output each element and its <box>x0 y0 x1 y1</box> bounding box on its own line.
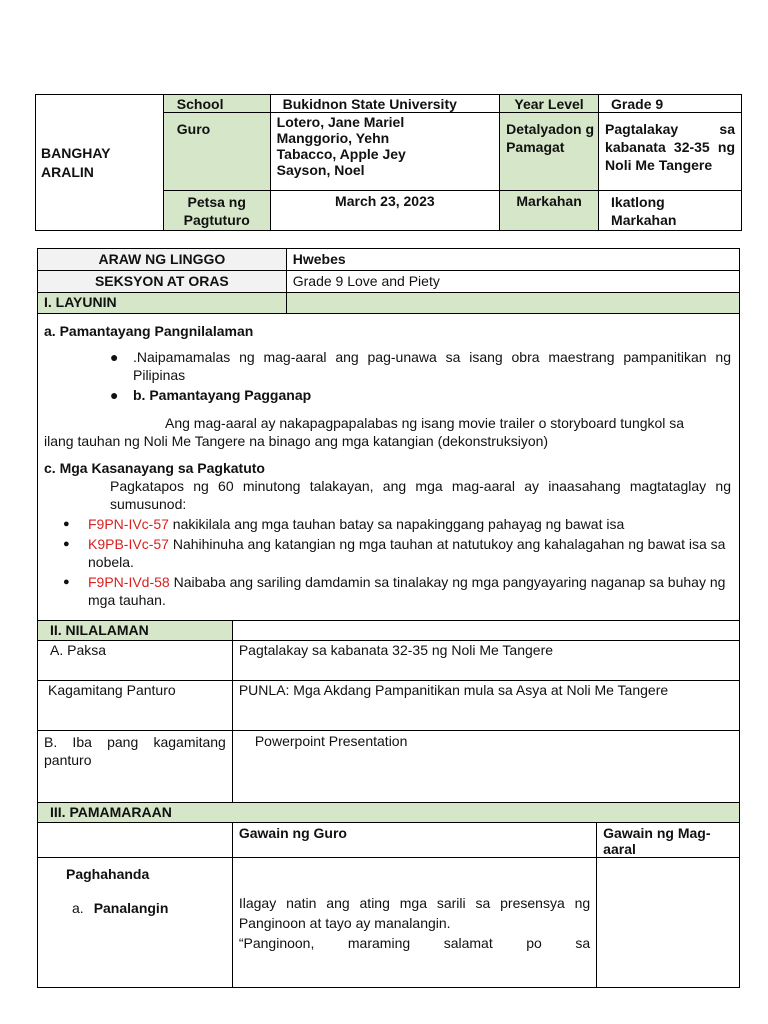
paghahanda-cell <box>38 858 233 988</box>
araw-value: Hwebes <box>286 249 739 271</box>
pamantayang-pagganap-text <box>44 414 731 450</box>
iba-pang-kagamitan-label: B. Iba pang kagamitang panturo <box>38 731 233 803</box>
detalyadong-label: Detalyadon g Pamagat <box>500 113 599 191</box>
kasanayan-intro: Pagkatapos ng 60 minutong talakayan, ang mga mag-aaral ay inaasahang magtataglay ng sumusunod: <box>110 478 731 512</box>
kasanayan-item <box>44 535 731 571</box>
year-level-label: Year Level <box>500 95 599 113</box>
guro-name-2: Manggorio, Yehn <box>276 130 390 146</box>
guro-name-4: Sayson, Noel <box>276 162 365 178</box>
competency-text: nakikilala ang mga tauhan batay sa napakinggang pahayag ng bawat isa <box>168 516 625 532</box>
pamantayang-pangnilalaman-text: .Naipamamalas ng mag-aaral ang pag-unawa sa isang obra maestrang pampanitikan ng Pilipinas <box>133 349 731 383</box>
competency-code: K9PB-IVc-57 <box>88 536 169 552</box>
header-table <box>35 94 742 231</box>
panalangin-item <box>66 900 232 916</box>
pagganap-rest-text: ilang tauhan ng Noli Me Tangere na binago ang mga katangian (dekonstruksiyon) <box>44 433 549 449</box>
competency-text: Naibaba ang sariling damdamin sa tinalakay ng mga pangyayaring naganap sa buhay ng mga tauhan. <box>88 574 726 608</box>
guro-value <box>270 113 499 191</box>
detalyadong-value: Pagtalakay sa kabanata 32-35 ng Noli Me Tangere <box>599 113 742 191</box>
nilalaman-heading: II. NILALAMAN <box>38 621 233 641</box>
pamantayang-pangnilalaman-heading: a. Pamantayang Pangnilalaman <box>44 323 254 339</box>
pamantayang-pagganap-heading: b. Pamantayang Pagganap <box>133 387 312 403</box>
nilalaman-heading-fill <box>232 621 739 641</box>
pamamaraan-blank <box>38 823 233 858</box>
panalangin-text: Ilagay natin ang ating mga sarili sa presensya ng Panginoon at tayo ay manalangin. <box>238 895 591 931</box>
kagamitan-label: Kagamitang Panturo <box>38 681 233 731</box>
gawain-magaaral-header: Gawain ng Mag-aaral <box>597 823 740 858</box>
kasanayan-heading: c. Mga Kasanayang sa Pagkatuto <box>44 460 265 476</box>
seksyon-value: Grade 9 Love and Piety <box>286 271 739 293</box>
competency-code: F9PN-IVc-57 <box>88 516 169 532</box>
banghay-aralin-title <box>36 95 164 231</box>
paksa-value: Pagtalakay sa kabanata 32-35 ng Noli Me Tangere <box>232 641 739 681</box>
lesson-plan-table <box>37 248 740 988</box>
panalangin-magaaral-cell <box>597 858 740 988</box>
title-line-2: ARALIN <box>41 163 94 180</box>
pagganap-indent-text: Ang mag-aaral ay nakapagpapalabas ng isang movie trailer o storyboard tungkol sa <box>165 415 685 431</box>
panalangin-prayer-start: “Panginoon, maraming salamat po sa <box>238 935 591 951</box>
panalangin-label: Panalangin <box>93 900 169 916</box>
paksa-label: A. Paksa <box>38 641 233 681</box>
seksyon-label: SEKSYON AT ORAS <box>38 271 287 293</box>
araw-label: ARAW NG LINGGO <box>38 249 287 271</box>
gawain-guro-header: Gawain ng Guro <box>232 823 596 858</box>
markahan-label: Markahan <box>500 191 599 231</box>
kasanayan-item <box>44 515 731 533</box>
layunin-heading-fill <box>286 293 739 314</box>
layunin-heading: I. LAYUNIN <box>38 293 287 314</box>
guro-name-3: Tabacco, Apple Jey <box>276 146 406 162</box>
kasanayan-item <box>44 573 731 609</box>
school-value: Bukidnon State University <box>270 95 499 113</box>
guro-label: Guro <box>163 113 270 191</box>
petsa-value: March 23, 2023 <box>270 191 499 231</box>
competency-text: Nahihinuha ang katangian ng mga tauhan at natutukoy ang kahalagahan ng bawat isa sa nobela. <box>88 536 726 570</box>
markahan-value: Ikatlong Markahan <box>599 191 742 231</box>
kasanayan-list <box>44 515 731 609</box>
pamantayang-pagganap-item <box>44 386 731 404</box>
title-line-1: BANGHAY <box>41 144 111 161</box>
panalangin-guro-cell <box>232 858 596 988</box>
pamamaraan-heading: III. PAMAMARAAN <box>38 803 740 823</box>
bullet-icon: ● <box>110 349 119 365</box>
bullet-icon: ● <box>110 387 119 403</box>
bullet-icon: ● <box>63 576 70 588</box>
bullet-icon: ● <box>63 538 70 550</box>
paghahanda-label: Paghahanda <box>66 866 150 882</box>
school-label: School <box>163 95 270 113</box>
kagamitan-value: PUNLA: Mga Akdang Pampanitikan mula sa Asya at Noli Me Tangere <box>232 681 739 731</box>
bullet-icon: ● <box>63 518 70 530</box>
petsa-label: Petsa ng Pagtuturo <box>163 191 270 231</box>
panalangin-letter: a. <box>72 900 84 916</box>
iba-pang-kagamitan-value: Powerpoint Presentation <box>232 731 739 803</box>
layunin-content <box>38 314 740 621</box>
year-level-value: Grade 9 <box>599 95 742 113</box>
pamantayang-pangnilalaman-item <box>44 348 731 384</box>
competency-code: F9PN-IVd-58 <box>88 574 170 590</box>
guro-name-1: Lotero, Jane Mariel <box>276 114 405 130</box>
